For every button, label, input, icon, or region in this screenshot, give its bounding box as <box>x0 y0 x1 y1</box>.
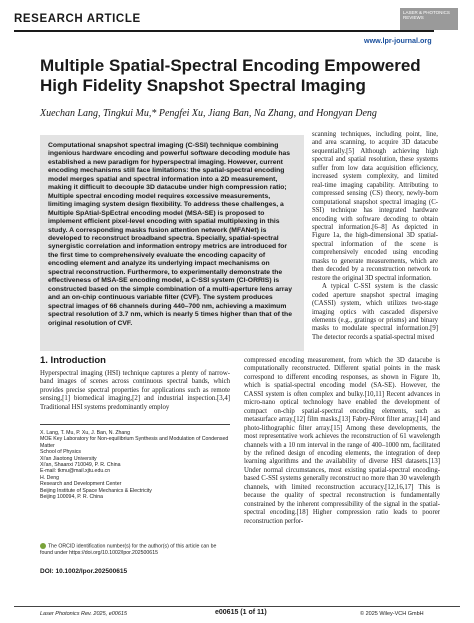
footer-rule <box>14 606 460 607</box>
orcid-text[interactable]: The ORCID identification number(s) for the author(s) of this article can be found under https://doi.org/10.1002/lpor.202500615 <box>40 543 217 556</box>
footer-citation: Laser Photonics Rev. 2025, e00615 <box>40 611 128 617</box>
header-rule <box>14 30 434 32</box>
footer-copyright: © 2025 Wiley-VCH GmbH <box>360 611 424 617</box>
affiliations: X. Lang, T. Mu, P. Xu, J. Ban, N. Zhang MOE Key Laboratory for Non-equilibrium Synthesis and Modulation of Condensed Matter School of Physics Xi'an Jiaotong University Xi'an, Shaanxi 710049, P. R. China E-mail: tkmu@mail.xjtu.edu.cn H. Deng Research and Development Center Beijing Institute of Space Mechanics & Electricity Beijing 100094, P. R. China <box>40 430 229 501</box>
right-column-text: scanning techniques, including point, line, and area scanning, to acquire 3D datacube sequentially.[5] Although achieving high spectral and spatial resolution, these systems suffer from low data acquisition efficiency, increased system complexity, and limited real-time imaging capability. Attributing to compressed sensing (CS) theory, newly-born computational snapshot spectral imaging (C-SSI) technique has integrated hardware encoding with software decoding to obtain spectral information.[6–8] As depicted in Figure 1a, the high-dimensional 3D spatial-spectral information of the scene is comprehensively encoded using encoding masks to generate measurements, which are then decoded by a reconstruction network to restore the original 3D spectral information. <box>312 131 438 282</box>
abstract-box <box>40 135 304 351</box>
article-title: Multiple Spatial-Spectral Encoding Empowered High Fidelity Snapshot Spectral Imaging <box>40 56 421 95</box>
abstract-text: Computational snapshot spectral imaging (C-SSI) technique combining ingenious hardware encoding and powerful software decoding module has established a new paradigm for hyperspectral imaging. However, current encoding mechanisms still face limitations: the spatial-spectral encoding model merges spatial and spectral information into a 2D measurement, making it difficult to decouple 3D datacube under high compression ratio; Multiple spectral encoding model requires excessive measurements, limiting imaging system design flexibility. To address these challenges, a Multiple SpAtial-SpEctral encoding model (MSA-SE) is proposed to implement efficient pixel-level encoding with spatial multiplexing in this study. A corresponding masks fusion attention network (MFANet) is developed to reconstruct broadband spectra. Specially, spatial-spectral synergistic correlation and information entropy metrics are introduced for the first time to comprehensively evaluate the encoding capacity of encoding element and analyze its underlying impact mechanisms on spectral reconstruction. Furthermore, to experimentally demonstrate the effectiveness of MSA-SE encoding model, a C-SSI system (CI-ORRIS) is constructed based on the simple combination of a multi-aperture lens array and an on-chip continuous variable filter (CVF). The system produces spectral images of 66 channels during 440–700 nm, achieving a maximum spectral resolution of 3.7 nm, which is nearly 5 times higher than that of the original resolution of CVF. <box>48 142 292 327</box>
journal-logo: LASER & PHOTONICS REVIEWS <box>400 8 458 30</box>
right-column <box>312 131 438 342</box>
footer-page-number: e00615 (1 of 11) <box>215 609 267 616</box>
affiliation-rule <box>40 424 230 425</box>
orcid-icon <box>40 543 46 549</box>
doi-label[interactable]: DOI: 10.1002/lpor.202500615 <box>40 568 128 575</box>
article-authors: Xuechan Lang, Tingkui Mu,* Pengfei Xu, Jiang Ban, Na Zhang, and Hongyan Deng <box>40 108 377 119</box>
journal-url-link[interactable]: www.lpr-journal.org <box>364 36 432 45</box>
middle-column-text: compressed encoding measurement, from which the 3D datacube is computationally reconstructed. Different spatial points in the mask correspond to different encoding responses, as shown in Figure 1b, which is spatial-spectral encoding model (SA-SE). However, the CASSI system is often complex and bulky.[10,11] Recent advances in micro-nano optical technology have enabled the development of compact on-chip spatial-spectral encoding elements, such as metasurface array,[12] film masks,[13] Fabry-Pérot filter array,[14] and photo-lithographic filter array.[15] Among these developments, the most representative work achieves the reconstruction of 61 wavelength channels with a 10 nm interval in the range of 400–1000 nm, facilitated by the refined design of encoding elements, the integration of deep learning algorithms and the availability of diverse HSI datasets.[13] Under normal circumstances, most existing spatial-spectral encoding-based C-SSI systems generally reconstruct no more than 30 wavelength channels, with limited reconstruction accuracy.[12,16,17] This is because the quality of spectral reconstruction is fundamentally constrained by the inherent compressibility of the signal in the spatial-spectral encoding.[18] Higher compression ratio leads to poorer reconstruction perfor- <box>244 357 440 525</box>
section-heading: 1. Introduction <box>40 355 106 366</box>
section-label: RESEARCH ARTICLE <box>14 13 141 25</box>
orcid-note <box>40 543 230 556</box>
right-column-text-2: A typical C-SSI system is the classic coded aperture snapshot spectral imaging (CASSI) system, which utilizes two-stage imaging optics with cascaded dispersive elements (e.g., gratings or prisms) and binary masks to modulate spectral information.[9] The detector records a spatial-spectral mixed <box>312 283 438 341</box>
intro-paragraph: Hyperspectral imaging (HSI) technique captures a plenty of narrow-band images of scenes across continuous spectral bands, which provides precise spectral properties for applications such as remote sensing,[1] biomedical imaging,[2] and industrial inspection.[3,4] Traditional HSI systems predominantly employ <box>40 370 230 411</box>
